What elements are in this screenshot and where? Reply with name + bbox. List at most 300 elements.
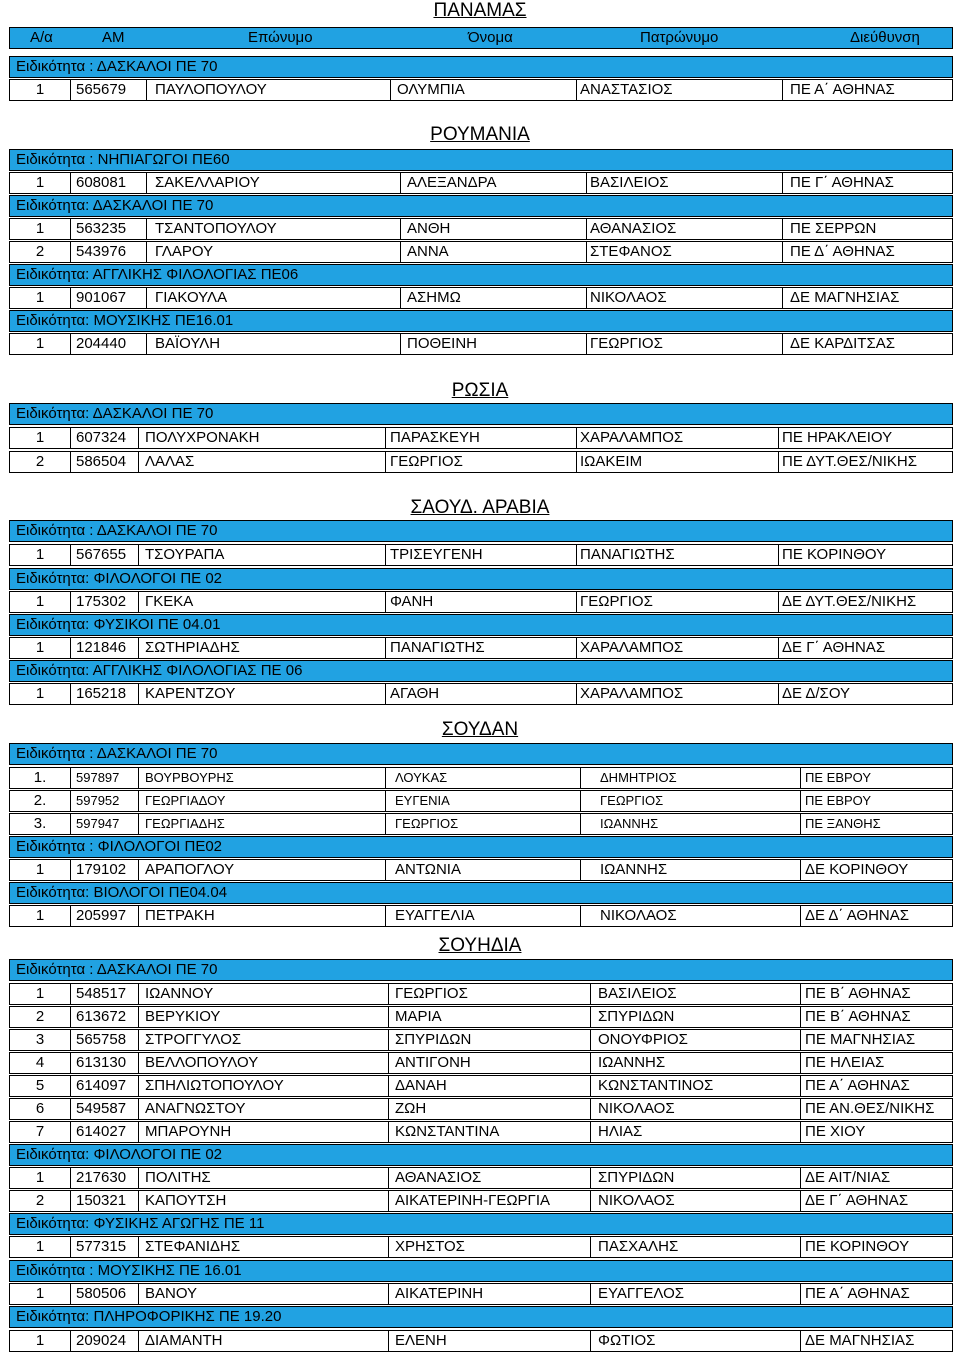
table-row: [9, 451, 953, 473]
column-divider: [70, 242, 71, 262]
column-divider: [70, 428, 71, 448]
row-number-cell: 2.: [33, 792, 47, 809]
table-row: [9, 905, 953, 927]
column-divider: [800, 1099, 801, 1119]
first-name-cell: ΦΑΝΗ: [390, 593, 434, 610]
row-number-cell: 1: [35, 861, 45, 878]
first-name-cell: ΠΑΡΑΣΚΕΥΗ: [390, 429, 480, 446]
column-divider: [385, 545, 386, 565]
directorate-cell: ΠΕ Δ΄ ΑΘΗΝΑΣ: [790, 243, 895, 260]
first-name-cell: ΜΑΡΙΑ: [395, 1008, 442, 1025]
specialty-row: [9, 743, 953, 765]
father-name-cell: ΓΕΩΡΓΙΟΣ: [600, 793, 664, 808]
column-divider: [138, 1284, 139, 1304]
surname-cell: ΑΡΑΠΟΓΛΟΥ: [145, 861, 235, 878]
column-divider: [388, 1007, 389, 1027]
father-name-cell: ΠΑΝΑΓΙΩΤΗΣ: [580, 546, 675, 563]
table-row: [9, 1190, 953, 1212]
registry-number-cell: 597897: [76, 770, 120, 785]
column-divider: [146, 80, 147, 100]
column-divider: [388, 1168, 389, 1188]
table-row: [9, 1121, 953, 1143]
directorate-cell: ΔΕ ΑΙΤ/ΝΙΑΣ: [805, 1169, 891, 1186]
row-number-cell: 2: [35, 453, 45, 470]
column-divider: [782, 242, 783, 262]
row-number-cell: 1.: [33, 769, 47, 786]
column-divider: [590, 1237, 591, 1257]
specialty-row: [9, 56, 953, 78]
specialty-row: [9, 520, 953, 542]
row-number-cell: 1: [35, 220, 45, 237]
column-divider: [590, 1076, 591, 1096]
column-divider: [385, 860, 386, 880]
column-divider: [782, 80, 783, 100]
first-name-cell: ΑΙΚΑΤΕΡΙΝΗ-ΓΕΩΡΓΙΑ: [395, 1192, 550, 1209]
column-divider: [146, 288, 147, 308]
column-divider: [800, 1076, 801, 1096]
directorate-cell: ΔΕ ΜΑΓΝΗΣΙΑΣ: [805, 1332, 915, 1349]
surname-cell: ΠΟΛΥΧΡΟΝΑΚΗ: [145, 429, 260, 446]
column-divider: [800, 1053, 801, 1073]
specialty-row: [9, 264, 953, 286]
directorate-cell: ΠΕ Α΄ ΑΘΗΝΑΣ: [805, 1285, 910, 1302]
column-divider: [800, 1030, 801, 1050]
row-number-cell: 1: [35, 81, 45, 98]
column-divider: [580, 860, 581, 880]
table-row: [9, 683, 953, 705]
specialty-label: Ειδικότητα: ΔΑΣΚΑΛΟΙ ΠΕ 70: [16, 197, 214, 214]
column-header: Όνομα: [468, 29, 513, 46]
table-row: [9, 767, 953, 789]
column-divider: [138, 1053, 139, 1073]
column-divider: [782, 334, 783, 354]
column-divider: [138, 1122, 139, 1142]
column-divider: [70, 906, 71, 926]
column-divider: [782, 219, 783, 239]
section-title: ΡΟΥΜΑΝΙΑ: [430, 124, 530, 145]
column-divider: [388, 1331, 389, 1351]
column-divider: [800, 1168, 801, 1188]
column-divider: [70, 1007, 71, 1027]
father-name-cell: ΣΤΕΦΑΝΟΣ: [590, 243, 672, 260]
surname-cell: ΙΩΑΝΝΟΥ: [145, 985, 214, 1002]
column-divider: [800, 1237, 801, 1257]
father-name-cell: ΣΠΥΡΙΔΩΝ: [598, 1008, 675, 1025]
directorate-cell: ΔΕ Δ/ΣΟΥ: [782, 685, 851, 702]
row-number-cell: 3: [35, 1031, 45, 1048]
surname-cell: ΣΤΡΟΓΓΥΛΟΣ: [145, 1031, 242, 1048]
section-title: ΡΩΣΙΑ: [451, 380, 509, 401]
section-title: ΠΑΝΑΜΑΣ: [433, 0, 527, 21]
directorate-cell: ΠΕ ΕΒΡΟΥ: [805, 793, 872, 808]
table-row: [9, 637, 953, 659]
surname-cell: ΓΕΩΡΓΙΑΔΗΣ: [145, 816, 225, 831]
surname-cell: ΚΑΡΕΝΤΖΟΥ: [145, 685, 236, 702]
column-divider: [138, 638, 139, 658]
specialty-label: Ειδικότητα : ΜΟΥΣΙΚΗΣ ΠΕ 16.01: [16, 1262, 242, 1279]
column-divider: [800, 984, 801, 1004]
column-divider: [576, 80, 577, 100]
father-name-cell: ΚΩΝΣΤΑΝΤΙΝΟΣ: [598, 1077, 714, 1094]
column-divider: [778, 428, 779, 448]
first-name-cell: ΑΝΤΩΝΙΑ: [395, 861, 461, 878]
column-divider: [138, 1007, 139, 1027]
row-number-cell: 2: [35, 243, 45, 260]
column-divider: [70, 545, 71, 565]
directorate-cell: ΠΕ ΗΡΑΚΛΕΙΟΥ: [782, 429, 893, 446]
surname-cell: ΣΠΗΛΙΩΤΟΠΟΥΛΟΥ: [145, 1077, 284, 1094]
directorate-cell: ΔΕ Γ΄ ΑΘΗΝΑΣ: [782, 639, 886, 656]
father-name-cell: ΝΙΚΟΛΑΟΣ: [590, 289, 667, 306]
directorate-cell: ΠΕ ΚΟΡΙΝΘΟΥ: [782, 546, 887, 563]
column-divider: [590, 1053, 591, 1073]
registry-number-cell: 608081: [76, 174, 127, 191]
column-divider: [138, 1099, 139, 1119]
column-divider: [70, 768, 71, 788]
directorate-cell: ΠΕ ΑΝ.ΘΕΣ/ΝΙΚΗΣ: [805, 1100, 935, 1117]
column-divider: [385, 906, 386, 926]
father-name-cell: ΒΑΣΙΛΕΙΟΣ: [590, 174, 669, 191]
table-row: [9, 1052, 953, 1074]
first-name-cell: ΟΛΥΜΠΙΑ: [397, 81, 465, 98]
directorate-cell: ΠΕ Β΄ ΑΘΗΝΑΣ: [805, 985, 911, 1002]
first-name-cell: ΓΕΩΡΓΙΟΣ: [395, 816, 459, 831]
column-divider: [70, 860, 71, 880]
registry-number-cell: 175302: [76, 593, 127, 610]
column-header: Πατρώνυμο: [640, 29, 719, 46]
first-name-cell: ΓΕΩΡΓΙΟΣ: [390, 453, 463, 470]
registry-number-cell: 121846: [76, 639, 127, 656]
column-divider: [146, 242, 147, 262]
column-divider: [778, 638, 779, 658]
father-name-cell: ΙΩΑΝΝΗΣ: [600, 816, 659, 831]
father-name-cell: ΙΩΑΝΝΗΣ: [600, 861, 668, 878]
section-title: ΣΟΥΔΑΝ: [441, 719, 519, 740]
first-name-cell: ΑΘΑΝΑΣΙΟΣ: [395, 1169, 482, 1186]
column-divider: [138, 791, 139, 811]
table-row: [9, 813, 953, 835]
table-row: [9, 591, 953, 613]
column-divider: [138, 684, 139, 704]
specialty-row: [9, 660, 953, 682]
column-divider: [590, 1331, 591, 1351]
column-divider: [586, 288, 587, 308]
table-row: [9, 983, 953, 1005]
column-divider: [138, 1076, 139, 1096]
column-divider: [400, 288, 401, 308]
column-divider: [138, 1331, 139, 1351]
registry-number-cell: 565679: [76, 81, 127, 98]
column-divider: [778, 545, 779, 565]
column-divider: [146, 334, 147, 354]
specialty-label: Ειδικότητα : ΔΑΣΚΑΛΟΙ ΠΕ 70: [16, 522, 218, 539]
row-number-cell: 1: [35, 174, 45, 191]
table-row: [9, 1006, 953, 1028]
column-divider: [580, 791, 581, 811]
column-divider: [800, 906, 801, 926]
row-number-cell: 1: [35, 985, 45, 1002]
column-divider: [800, 1007, 801, 1027]
registry-number-cell: 567655: [76, 546, 127, 563]
column-divider: [586, 219, 587, 239]
registry-number-cell: 549587: [76, 1100, 127, 1117]
father-name-cell: ΗΛΙΑΣ: [598, 1123, 643, 1140]
father-name-cell: ΝΙΚΟΛΑΟΣ: [598, 1100, 675, 1117]
column-header: Διεύθυνση: [850, 29, 920, 46]
first-name-cell: ΚΩΝΣΤΑΝΤΙΝΑ: [395, 1123, 500, 1140]
table-row: [9, 790, 953, 812]
table-header-row: [9, 27, 953, 49]
column-divider: [586, 242, 587, 262]
column-divider: [388, 1122, 389, 1142]
specialty-label: Ειδικότητα: ΑΓΓΛΙΚΗΣ ΦΙΛΟΛΟΓΙΑΣ ΠΕ 06: [16, 662, 303, 679]
table-row: [9, 172, 953, 194]
column-divider: [70, 1030, 71, 1050]
table-row: [9, 1075, 953, 1097]
column-divider: [388, 1076, 389, 1096]
column-divider: [70, 80, 71, 100]
column-divider: [388, 1030, 389, 1050]
specialty-label: Ειδικότητα : ΝΗΠΙΑΓΩΓΟΙ ΠΕ60: [16, 151, 230, 168]
column-divider: [138, 1237, 139, 1257]
directorate-cell: ΠΕ ΕΒΡΟΥ: [805, 770, 872, 785]
column-divider: [70, 1053, 71, 1073]
specialty-label: Ειδικότητα : ΔΑΣΚΑΛΟΙ ΠΕ 70: [16, 58, 218, 75]
table-row: [9, 79, 953, 101]
column-divider: [800, 768, 801, 788]
directorate-cell: ΠΕ ΧΙΟΥ: [805, 1123, 866, 1140]
specialty-label: Ειδικότητα: ΑΓΓΛΙΚΗΣ ΦΙΛΟΛΟΓΙΑΣ ΠΕ06: [16, 266, 299, 283]
table-row: [9, 1167, 953, 1189]
column-divider: [778, 684, 779, 704]
surname-cell: ΚΑΠΟΥΤΣΗ: [145, 1192, 227, 1209]
directorate-cell: ΔΕ ΚΑΡΔΙΤΣΑΣ: [790, 335, 895, 352]
specialty-row: [9, 195, 953, 217]
registry-number-cell: 597947: [76, 816, 120, 831]
specialty-label: Ειδικότητα: ΦΙΛΟΛΟΓΟΙ ΠΕ 02: [16, 1146, 223, 1163]
registry-number-cell: 543976: [76, 243, 127, 260]
table-row: [9, 1283, 953, 1305]
surname-cell: ΒΕΡΥΚΙΟΥ: [145, 1008, 221, 1025]
surname-cell: ΔΙΑΜΑΝΤΗ: [145, 1332, 223, 1349]
table-row: [9, 1236, 953, 1258]
surname-cell: ΣΑΚΕΛΛΑΡΙΟΥ: [155, 174, 260, 191]
column-divider: [70, 1331, 71, 1351]
first-name-cell: ΕΛΕΝΗ: [395, 1332, 447, 1349]
column-divider: [400, 242, 401, 262]
first-name-cell: ΕΥΓΕΝΙΑ: [395, 793, 450, 808]
table-row: [9, 218, 953, 240]
specialty-label: Ειδικότητα: ΦΥΣΙΚΗΣ ΑΓΩΓΗΣ ΠΕ 11: [16, 1215, 265, 1232]
column-header: ΑΜ: [102, 29, 125, 46]
column-divider: [385, 638, 386, 658]
registry-number-cell: 548517: [76, 985, 127, 1002]
surname-cell: ΓΙΑΚΟΥΛΑ: [155, 289, 228, 306]
table-row: [9, 427, 953, 449]
surname-cell: ΠΑΥΛΟΠΟΥΛΟΥ: [155, 81, 267, 98]
column-divider: [590, 1284, 591, 1304]
column-divider: [146, 219, 147, 239]
surname-cell: ΑΝΑΓΝΩΣΤΟΥ: [145, 1100, 246, 1117]
registry-number-cell: 204440: [76, 335, 127, 352]
specialty-label: Ειδικότητα: ΠΛΗΡΟΦΟΡΙΚΗΣ ΠΕ 19.20: [16, 1308, 282, 1325]
column-divider: [138, 1191, 139, 1211]
directorate-cell: ΠΕ Α΄ ΑΘΗΝΑΣ: [805, 1077, 910, 1094]
specialty-label: Ειδικότητα : ΦΙΛΟΛΟΓΟΙ ΠΕ02: [16, 838, 223, 855]
surname-cell: ΒΟΥΡΒΟΥΡΗΣ: [145, 770, 234, 785]
row-number-cell: 1: [35, 1169, 45, 1186]
row-number-cell: 1: [35, 429, 45, 446]
directorate-cell: ΠΕ ΚΟΡΙΝΘΟΥ: [805, 1238, 910, 1255]
column-divider: [388, 1191, 389, 1211]
registry-number-cell: 613672: [76, 1008, 127, 1025]
first-name-cell: ΓΕΩΡΓΙΟΣ: [395, 985, 468, 1002]
registry-number-cell: 563235: [76, 220, 127, 237]
column-divider: [138, 1168, 139, 1188]
father-name-cell: ΝΙΚΟΛΑΟΣ: [600, 907, 677, 924]
surname-cell: ΜΠΑΡΟΥΝΗ: [145, 1123, 232, 1140]
column-divider: [590, 1007, 591, 1027]
column-divider: [70, 814, 71, 834]
row-number-cell: 2: [35, 1192, 45, 1209]
column-divider: [138, 984, 139, 1004]
column-divider: [580, 814, 581, 834]
father-name-cell: ΓΕΩΡΓΙΟΣ: [590, 335, 663, 352]
specialty-row: [9, 882, 953, 904]
column-divider: [138, 768, 139, 788]
specialty-row: [9, 959, 953, 981]
column-divider: [70, 1191, 71, 1211]
father-name-cell: ΔΗΜΗΤΡΙΟΣ: [600, 770, 677, 785]
column-divider: [390, 80, 391, 100]
column-divider: [576, 452, 577, 472]
row-number-cell: 1: [35, 1238, 45, 1255]
row-number-cell: 1: [35, 593, 45, 610]
column-divider: [590, 984, 591, 1004]
column-divider: [70, 1076, 71, 1096]
table-row: [9, 1330, 953, 1352]
first-name-cell: ΑΛΕΞΑΝΔΡΑ: [407, 174, 497, 191]
father-name-cell: ΓΕΩΡΓΙΟΣ: [580, 593, 653, 610]
specialty-row: [9, 310, 953, 332]
row-number-cell: 4: [35, 1054, 45, 1071]
row-number-cell: 6: [35, 1100, 45, 1117]
row-number-cell: 1: [35, 907, 45, 924]
father-name-cell: ΧΑΡΑΛΑΜΠΟΣ: [580, 429, 684, 446]
column-divider: [778, 452, 779, 472]
first-name-cell: ΣΠΥΡΙΔΩΝ: [395, 1031, 472, 1048]
registry-number-cell: 565758: [76, 1031, 127, 1048]
row-number-cell: 1: [35, 546, 45, 563]
registry-number-cell: 901067: [76, 289, 127, 306]
column-divider: [590, 1099, 591, 1119]
column-divider: [138, 814, 139, 834]
table-row: [9, 287, 953, 309]
registry-number-cell: 614027: [76, 1123, 127, 1140]
column-header: Επώνυμο: [248, 29, 313, 46]
father-name-cell: ΑΝΑΣΤΑΣΙΟΣ: [580, 81, 673, 98]
surname-cell: ΛΑΛΑΣ: [145, 453, 195, 470]
father-name-cell: ΧΑΡΑΛΑΜΠΟΣ: [580, 639, 684, 656]
father-name-cell: ΑΘΑΝΑΣΙΟΣ: [590, 220, 677, 237]
registry-number-cell: 209024: [76, 1332, 127, 1349]
row-number-cell: 1: [35, 289, 45, 306]
surname-cell: ΣΤΕΦΑΝΙΔΗΣ: [145, 1238, 241, 1255]
column-divider: [800, 1284, 801, 1304]
specialty-row: [9, 1144, 953, 1166]
column-divider: [146, 173, 147, 193]
specialty-row: [9, 614, 953, 636]
column-divider: [576, 545, 577, 565]
first-name-cell: ΠΟΘΕΙΝΗ: [407, 335, 478, 352]
column-divider: [576, 684, 577, 704]
column-divider: [800, 1122, 801, 1142]
row-number-cell: 1: [35, 639, 45, 656]
first-name-cell: ΑΝΝΑ: [407, 243, 449, 260]
column-divider: [138, 860, 139, 880]
column-divider: [400, 334, 401, 354]
column-divider: [800, 814, 801, 834]
row-number-cell: 5: [35, 1077, 45, 1094]
surname-cell: ΓΚΕΚΑ: [145, 593, 194, 610]
specialty-label: Ειδικότητα : ΔΑΣΚΑΛΟΙ ΠΕ 70: [16, 745, 218, 762]
first-name-cell: ΑΝΤΙΓΟΝΗ: [395, 1054, 471, 1071]
column-divider: [70, 684, 71, 704]
row-number-cell: 7: [35, 1123, 45, 1140]
directorate-cell: ΔΕ Δ΄ ΑΘΗΝΑΣ: [805, 907, 910, 924]
directorate-cell: ΠΕ ΗΛΕΙΑΣ: [805, 1054, 885, 1071]
father-name-cell: ΙΩΑΝΝΗΣ: [598, 1054, 666, 1071]
father-name-cell: ΠΑΣΧΑΛΗΣ: [598, 1238, 679, 1255]
column-divider: [385, 452, 386, 472]
column-divider: [385, 684, 386, 704]
surname-cell: ΓΕΩΡΓΙΑΔΟΥ: [145, 793, 226, 808]
section-title: ΣΟΥΗΔΙΑ: [438, 935, 522, 956]
column-divider: [388, 984, 389, 1004]
column-divider: [782, 288, 783, 308]
first-name-cell: ΤΡΙΣΕΥΓΕΝΗ: [390, 546, 483, 563]
column-divider: [778, 592, 779, 612]
column-divider: [782, 173, 783, 193]
directorate-cell: ΔΕ ΔΥΤ.ΘΕΣ/ΝΙΚΗΣ: [782, 593, 917, 610]
father-name-cell: ΙΩΑΚΕΙΜ: [580, 453, 643, 470]
surname-cell: ΤΣΟΥΡΑΠΑ: [145, 546, 225, 563]
registry-number-cell: 614097: [76, 1077, 127, 1094]
registry-number-cell: 205997: [76, 907, 127, 924]
first-name-cell: ΛΟΥΚΑΣ: [395, 770, 448, 785]
row-number-cell: 1: [35, 1285, 45, 1302]
first-name-cell: ΑΓΑΘΗ: [390, 685, 440, 702]
first-name-cell: ΑΝΘΗ: [407, 220, 451, 237]
registry-number-cell: 217630: [76, 1169, 127, 1186]
column-divider: [70, 1284, 71, 1304]
row-number-cell: 1: [35, 685, 45, 702]
column-divider: [400, 219, 401, 239]
column-divider: [138, 1030, 139, 1050]
registry-number-cell: 577315: [76, 1238, 127, 1255]
specialty-row: [9, 403, 953, 425]
column-divider: [800, 1191, 801, 1211]
column-divider: [138, 906, 139, 926]
table-row: [9, 1029, 953, 1051]
specialty-label: Ειδικότητα: ΜΟΥΣΙΚΗΣ ΠΕ16.01: [16, 312, 234, 329]
column-divider: [576, 638, 577, 658]
specialty-row: [9, 149, 953, 171]
directorate-cell: ΠΕ ΞΑΝΘΗΣ: [805, 816, 881, 831]
column-divider: [586, 334, 587, 354]
specialty-label: Ειδικότητα: ΒΙΟΛΟΓΟΙ ΠΕ04.04: [16, 884, 228, 901]
surname-cell: ΒΑΪΟΥΛΗ: [155, 335, 221, 352]
